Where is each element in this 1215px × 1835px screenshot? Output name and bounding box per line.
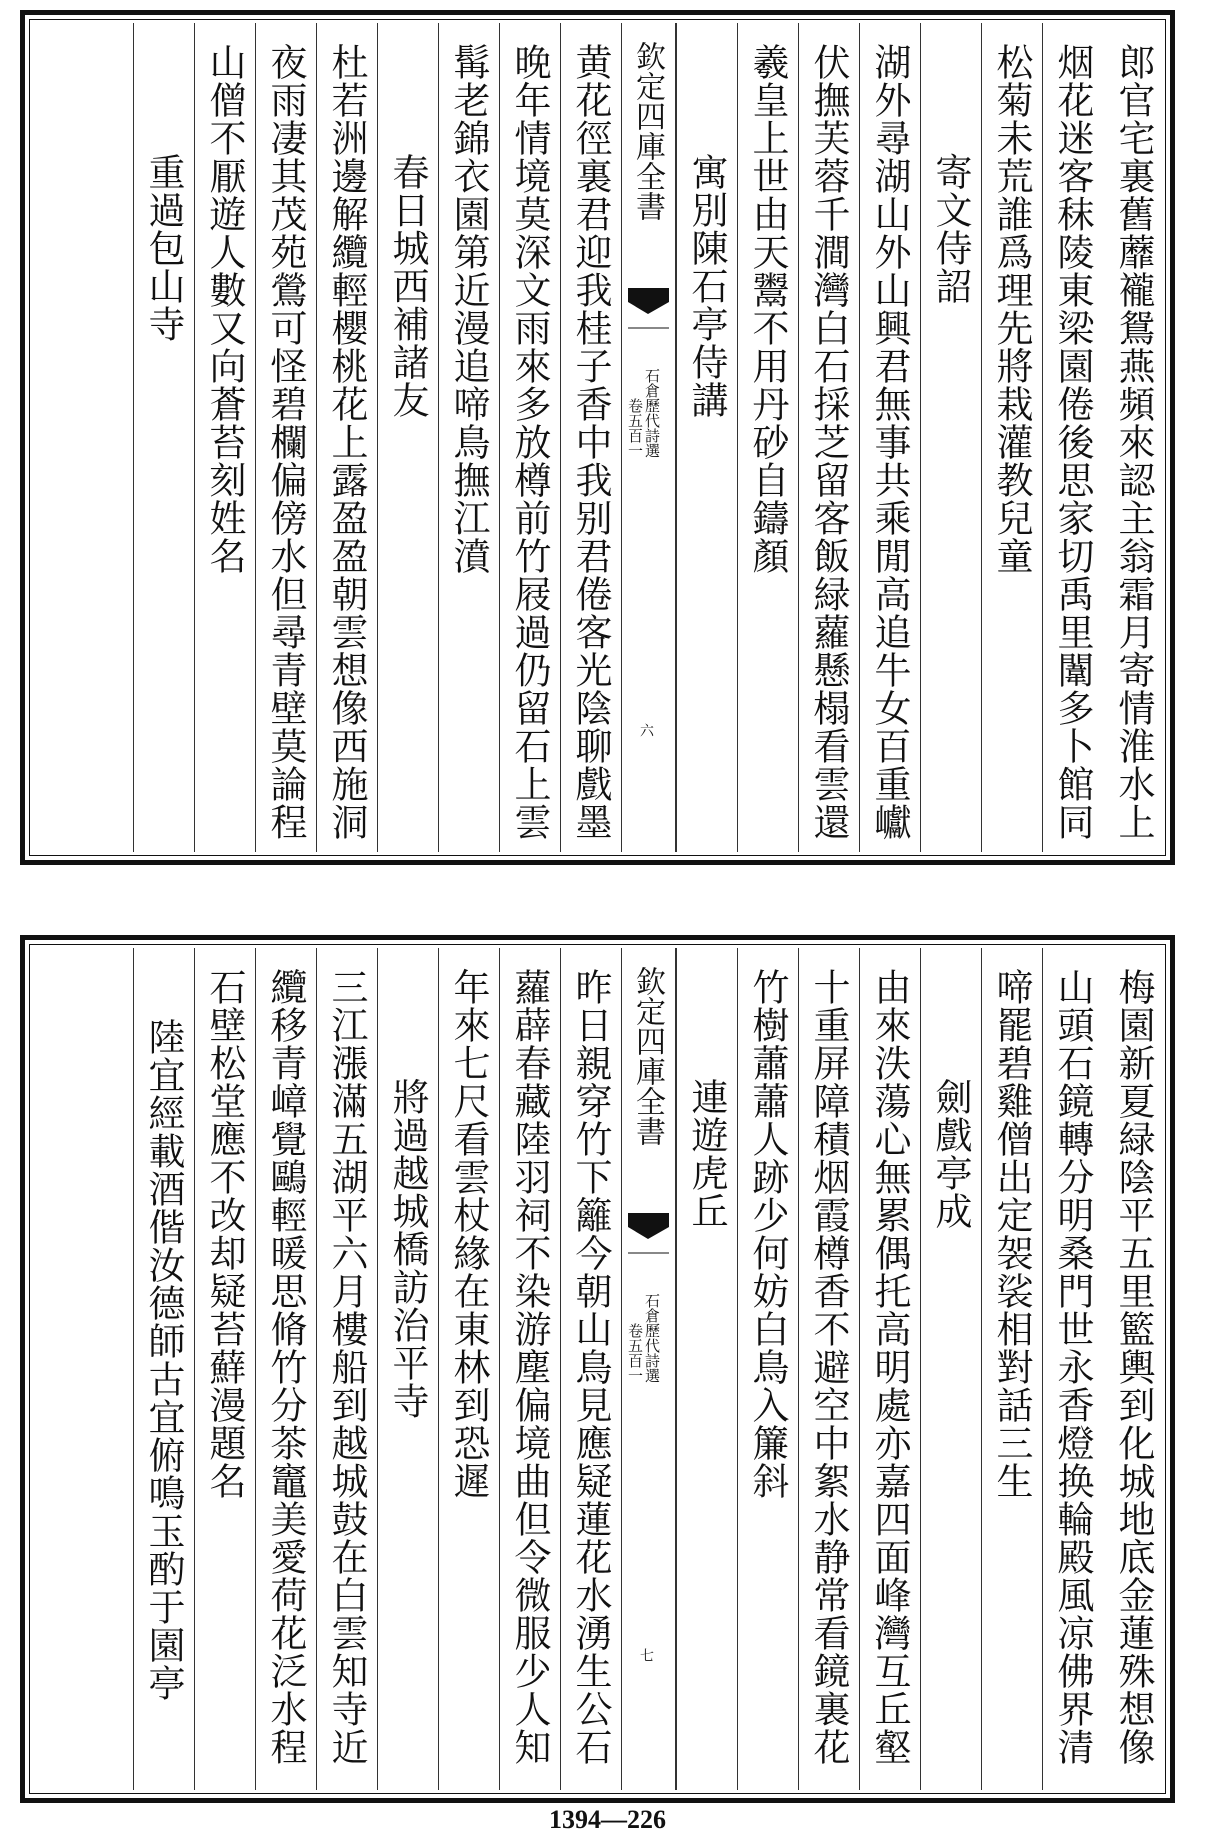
poem-title: 將過越城橋訪治平寺 (386, 1078, 429, 1420)
text-column (737, 23, 798, 852)
text-column (194, 23, 255, 852)
text-column (676, 948, 737, 1790)
text-column (859, 948, 920, 1790)
text-column (560, 23, 621, 852)
bottom-page-panel (20, 935, 1175, 1803)
poem-line: 烟花迷客秣陵東梁園倦後思家切禹里闈多卜館同 (1051, 43, 1094, 841)
poem-line: 由來泆蕩心無累偶托高明處亦嘉四面峰灣互丘壑 (868, 968, 911, 1766)
text-column (1103, 23, 1164, 852)
poem-line: 十重屏障積烟霞樽香不避空中絮水静常看鏡裏花 (807, 968, 850, 1766)
poem-line: 山頭石鏡轉分明桑門世永香燈换輪殿風凉佛界清 (1051, 968, 1094, 1766)
poem-line: 湖外尋湖山外山興君無事共乘閒高追牛女百重巘 (868, 43, 911, 841)
text-column (676, 23, 737, 852)
text-column (438, 948, 499, 1790)
center-fold (621, 23, 676, 852)
book-title: 欽定四庫全書 (630, 41, 665, 221)
text-column (981, 23, 1042, 852)
poem-line: 竹樹蕭蕭人跡少何妨白鳥入簾斜 (746, 968, 789, 1500)
poem-line: 杜若洲邊解纜輕櫻桃花上露盈盈朝雲想像西施洞 (325, 43, 368, 841)
text-column (798, 23, 859, 852)
poem-title: 春日城西補諸友 (386, 153, 429, 419)
poem-line: 三江漲滿五湖平六月樓船到越城鼓在白雲知寺近 (325, 968, 368, 1766)
volume-number: 卷五百一 (626, 1323, 644, 1383)
poem-line: 晚年情境莫深文雨來多放樽前竹屐過仍留石上雲 (508, 43, 551, 841)
source-title: 石倉歷代詩選 (643, 368, 661, 458)
center-fold (621, 948, 676, 1790)
text-column (255, 948, 316, 1790)
poem-line: 伏撫芙蓉千澗灣白石採芝留客飯緑蘿懸榻看雲還 (807, 43, 850, 841)
text-column (1103, 948, 1164, 1790)
poem-line: 山僧不厭遊人數又向蒼苔刻姓名 (203, 43, 246, 575)
poem-line: 蘿薜春藏陸羽祠不染游塵偏境曲但令微服少人知 (508, 968, 551, 1766)
volume-number: 卷五百一 (626, 398, 644, 458)
text-column (255, 23, 316, 852)
poem-line: 啼罷碧雞僧出定袈裟相對話三生 (990, 968, 1033, 1500)
poem-line: 梅園新夏緑陰平五里籃輿到化城地底金蓮殊想像 (1112, 968, 1155, 1766)
source-title: 石倉歷代詩選 (643, 1293, 661, 1383)
text-column (1042, 948, 1103, 1790)
text-column (438, 23, 499, 852)
text-column (377, 23, 438, 852)
poem-title: 寓別陳石亭侍講 (685, 153, 728, 419)
fishtail-mark (628, 1213, 669, 1273)
book-title: 欽定四庫全書 (630, 966, 665, 1146)
poem-title: 重過包山寺 (142, 153, 185, 343)
fishtail-mark (628, 288, 669, 348)
text-column (133, 23, 194, 852)
text-column (194, 948, 255, 1790)
top-page-panel (20, 10, 1175, 865)
text-column (1042, 23, 1103, 852)
poem-line: 夜雨凄其茂苑鶯可怪碧欄偏傍水但尋青壁莫論程 (264, 43, 307, 841)
poem-line: 年來七尺看雲杖緣在東林到恐遲 (447, 968, 490, 1500)
text-column (499, 948, 560, 1790)
poem-line: 髯老錦衣園第近漫追啼鳥撫江濆 (447, 43, 490, 575)
poem-title: 陸宜經載酒偕汝德師古宜俯鳴玉酌于園亭 (142, 1018, 185, 1702)
poem-line: 松菊未荒誰爲理先將栽灌教兒童 (990, 43, 1033, 575)
poem-line: 昨日親穿竹下籬今朝山鳥見應疑蓮花水湧生公石 (569, 968, 612, 1766)
text-column (133, 948, 194, 1790)
poem-title: 劍戲亭成 (929, 1078, 972, 1230)
poem-line: 黄花徑裏君迎我桂子香中我别君倦客光陰聊戲墨 (569, 43, 612, 841)
text-column (499, 23, 560, 852)
text-column (859, 23, 920, 852)
text-column (316, 23, 377, 852)
text-column (377, 948, 438, 1790)
poem-title: 寄文侍詔 (929, 153, 972, 305)
text-column (560, 948, 621, 1790)
page-number: 1394—226 (549, 1805, 666, 1834)
text-column (981, 948, 1042, 1790)
poem-line: 石壁松堂應不改却疑苔蘚漫題名 (203, 968, 246, 1500)
leaf-number: 六 (638, 723, 654, 737)
poem-line: 郎官宅裏舊蘼襱鴛燕頻來認主翁霜月寄情淮水上 (1112, 43, 1155, 841)
text-column (920, 948, 981, 1790)
text-column (920, 23, 981, 852)
text-column (316, 948, 377, 1790)
poem-line: 纜移青嶂覺鷗輕暖思脩竹分茶竈美愛荷花泛水程 (264, 968, 307, 1766)
text-column (737, 948, 798, 1790)
poem-title: 連遊虎丘 (685, 1078, 728, 1230)
poem-line: 羲皇上世由天鬻不用丹砂自鑄顏 (746, 43, 789, 575)
leaf-number: 七 (638, 1648, 654, 1662)
text-column (798, 948, 859, 1790)
